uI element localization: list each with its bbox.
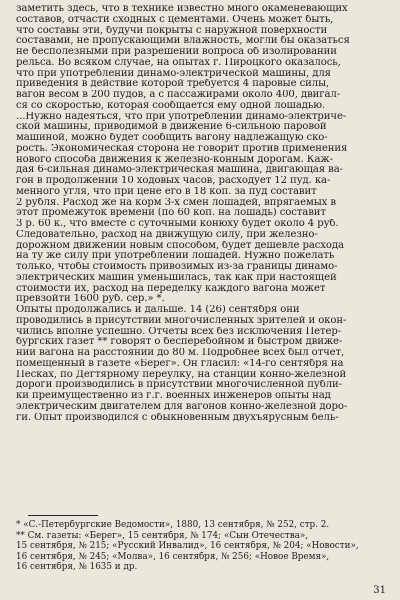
text-line: заметить здесь, что в технике известно много окаменевающих (16, 4, 348, 14)
text-line: чились вполне успешно. Отчеты всех без исключения Петер- (16, 326, 342, 337)
page-number: 31 (373, 585, 386, 596)
text-line: ся со скоростью, которая сообщается ему одной лошадью. (16, 100, 326, 111)
text-line: не бесполезными при разрешении вопроса об изолировании (16, 47, 337, 57)
text-line: на ту же силу при употреблении лошадей. Нужно пожелать (16, 251, 335, 262)
text-line: только, чтобы стоимость привозимых из-за границы динамо- (16, 262, 338, 272)
text-line: нии вагона на расстоянии до 80 м. Подробнее всех был отчет, (16, 348, 345, 358)
text-line: ...Нужно надеяться, что при употреблении динамо-электриче- (16, 111, 347, 122)
text-line: дороги производились в присутствии многочисленной публи- (16, 380, 342, 391)
footnote-divider (28, 515, 98, 516)
footnote-line: 15 сентября, № 215; «Русский Инвалид», 16 сентября, № 204; «Новости», (16, 541, 359, 552)
text-line: Следовательно, расход на движущую силу, при железно- (16, 229, 318, 240)
text-line: гон в продолжении 10 ходовых часов, расходует 12 пуд. ка- (16, 176, 331, 186)
text-line: помещенный в газете «Берег». Он гласил: «14-го сентября на (16, 358, 344, 369)
footnote-line: * «С.-Петербургские Ведомости», 1880, 13 сентября, № 252, стр. 2. (16, 520, 330, 530)
text-line: машиной, можно будет сообщить вагону надлежащую ско- (16, 133, 328, 143)
text-line: дая 6-сильная динамо-электрическая машина, двигающая ва- (16, 165, 343, 176)
main-text (16, 4, 387, 423)
text-line: рельса. Во всяком случае, на опытах г. Пироцкого оказалось, (16, 57, 341, 68)
text-line: Песках, по Дегтярному переулку, на станции конно-железной (16, 369, 347, 380)
text-line: составов, отчасти сходных с цементами. Очень может быть, (16, 14, 334, 25)
text-line: проводились в присутствии многочисленных зрителей и окон- (16, 315, 347, 326)
text-line: стоимости их, расход на переделку каждого вагона может (16, 283, 326, 294)
text-line: менного угля, что при цене его в 18 коп. за пуд составит (16, 186, 317, 197)
text-line: составами, не пропускающими влажность, могли бы оказаться (16, 36, 350, 47)
text-line: этот промежуток времени (по 60 коп. на лошадь) составит (16, 208, 326, 219)
text-line: нового способа движения к железно-конным дорогам. Каж- (16, 154, 333, 165)
text-line: Опыты продолжались и дальше. 14 (26) сентября они (16, 305, 300, 315)
text-line: ской машины, приводимой в движение 6-сильною паровой (16, 122, 327, 133)
footnote-line: 16 сентября, № 1635 и др. (16, 562, 138, 573)
text-line: превзойти 1600 руб. сер.» *. (16, 294, 165, 305)
footnotes (16, 520, 387, 573)
text-line: 3 р. 60 к., что вместе с суточными конюху будет около 4 руб. (16, 219, 339, 229)
text-line: что составы эти, будучи покрыты с наружной поверхности (16, 25, 328, 36)
text-line: рость. Экономическая сторона не говорит против применения (16, 143, 348, 154)
text-line: ги. Опыт производился с обыкновенным двухъярусным бель- (16, 412, 339, 423)
text-line: 2 рубля. Расход же на корм 3-х смен лошадей, впрягаемых в (16, 197, 336, 208)
text-line: что при употреблении динамо-электрической машины, для (16, 68, 331, 79)
text-line: вагон весом в 200 пудов, а с пассажирами около 400, двигал- (16, 90, 341, 100)
footnote-line: 16 сентября, № 245; «Молва», 16 сентября, № 256; «Новое Время», (16, 551, 330, 562)
text-line: приведения в действие которой требуется 4 паровые силы, (16, 79, 330, 90)
footnote-line: ** См. газеты: «Берег», 15 сентября, № 174; «Сын Отечества», (16, 530, 309, 541)
text-line: бургских газет ** говорят о бесперебойном и быстром движе- (16, 337, 343, 348)
text-line: электрическим двигателем для вагонов конно-железной доро- (16, 401, 348, 412)
text-line: дорожном движении новым способом, будет дешевле расхода (16, 240, 344, 251)
text-line: электрических машин уменьшилась, так как при настоящей (16, 272, 337, 283)
text-line: ки преимущественно из г.г. военных инженеров опыты над (16, 391, 331, 401)
